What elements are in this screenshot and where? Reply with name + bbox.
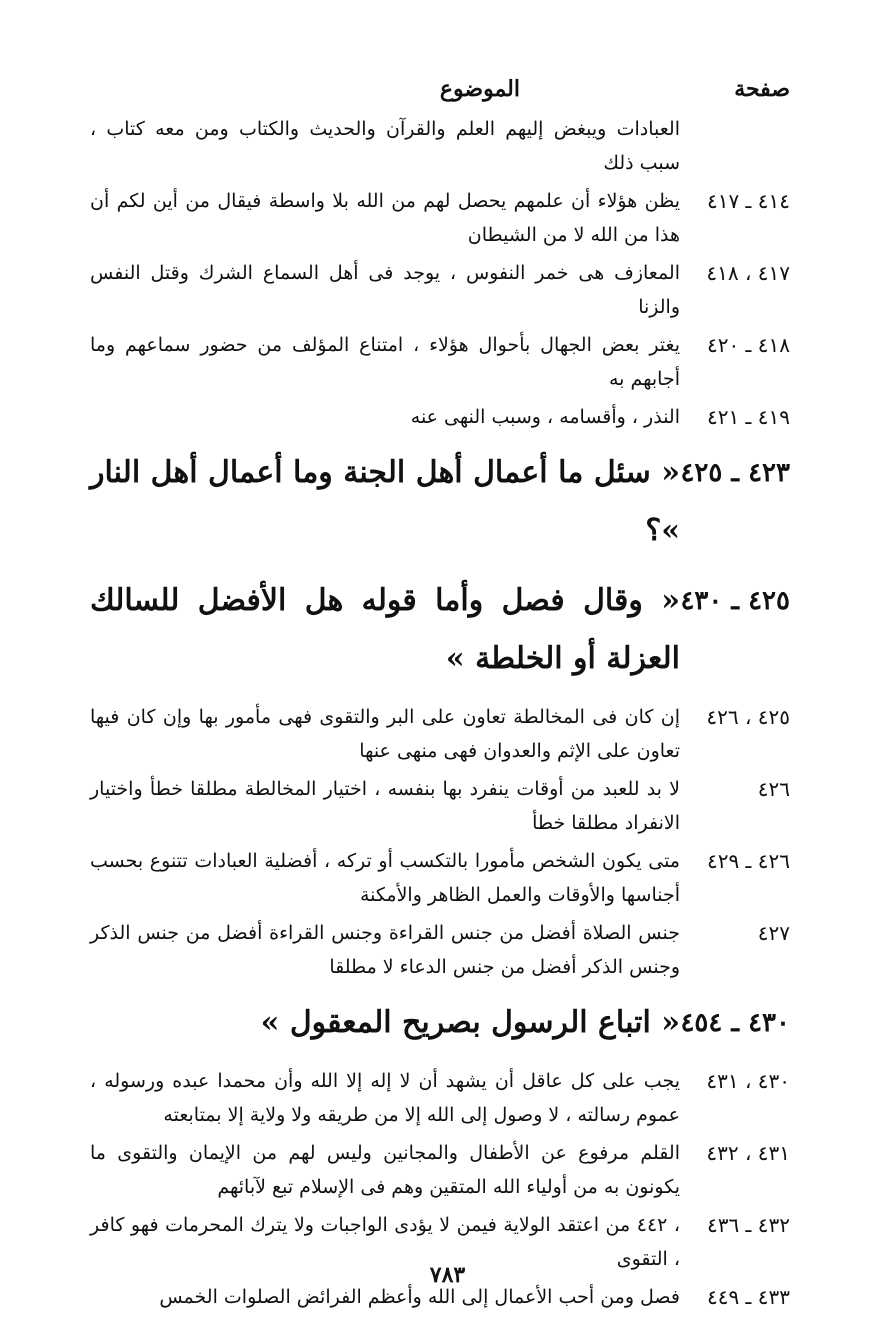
entry-text: العبادات ويبغض إليهم العلم والقرآن والحديث والكتاب ومن معه كتاب ، سبب ذلك — [90, 118, 680, 174]
entry-text: « سئل ما أعمال أهل الجنة وما أعمال أهل النار »؟ — [90, 455, 680, 548]
index-entry — [90, 700, 790, 768]
entry-page-ref: ٤١٨ ـ ٤٢٠ — [706, 333, 790, 357]
entry-text: إن كان فى المخالطة تعاون على البر والتقوى فهى مأمور بها وإن كان فيها تعاون على الإثم والعدوان فهى منهى عنها — [90, 706, 680, 762]
index-page — [90, 72, 790, 1318]
index-entry — [90, 1064, 790, 1132]
entry-text: متى يكون الشخص مأمورا بالتكسب أو تركه ، أفضلية العبادات تتنوع بحسب أجناسها والأوقات والعمل الظاهر والأمكنة — [90, 850, 680, 906]
entry-text: القلم مرفوع عن الأطفال والمجانين وليس لهم من الإيمان والتقوى ما يكونون به من أولياء الله المتقين وهم فى الإسلام تبع لآبائهم — [90, 1142, 680, 1198]
entry-text: فصل ومن أحب الأعمال إلى الله وأعظم الفرائض الصلوات الخمس — [159, 1286, 680, 1308]
entry-text: النذر ، وأقسامه ، وسبب النهى عنه — [410, 406, 680, 428]
entry-text: « اتباع الرسول بصريح المعقول » — [260, 1005, 680, 1040]
index-entry — [90, 916, 790, 984]
page-column-heading: صفحة — [734, 76, 790, 102]
entry-page-ref: ٤٣٣ ـ ٤٤٩ — [706, 1285, 790, 1309]
entry-text: ، ٤٤٢ من اعتقد الولاية فيمن لا يؤدى الواجبات ولا يترك المحرمات فهو كافر ، التقوى — [90, 1214, 681, 1270]
entry-page-ref: ٤٢٦ ـ ٤٢٩ — [706, 849, 790, 873]
entry-page-ref: ٤٣٠ ـ ٤٥٤ — [680, 1008, 790, 1038]
entry-text: يظن هؤلاء أن علمهم يحصل لهم من الله بلا واسطة فيقال من أين لكم أن هذا من الله لا من الشيطان — [90, 190, 680, 246]
section-heading-entry — [90, 572, 790, 688]
entry-page-ref: ٤٢٧ — [757, 921, 790, 945]
entry-page-ref: ٤٣٢ ـ ٤٣٦ — [706, 1213, 790, 1237]
entry-text: جنس الصلاة أفضل من جنس القراءة وجنس القراءة أفضل من جنس الذكر وجنس الذكر أفضل من جنس الدعاء لا مطلقا — [90, 922, 680, 978]
table-header — [90, 72, 790, 112]
index-entry — [90, 328, 790, 396]
entry-text: لا بد للعبد من أوقات ينفرد بها بنفسه ، اختيار المخالطة مطلقا خطأ واختيار الانفراد مطلقا خطأ — [90, 778, 680, 834]
index-entry — [90, 844, 790, 912]
index-entry — [90, 1136, 790, 1204]
index-entry — [90, 184, 790, 252]
page-number: ٧٨٣ — [429, 1262, 466, 1288]
index-entries — [90, 112, 790, 1314]
section-heading-entry — [90, 444, 790, 560]
section-heading-entry — [90, 994, 790, 1052]
entry-page-ref: ٤١٩ ـ ٤٢١ — [706, 405, 790, 429]
entry-page-ref: ٤١٤ ـ ٤١٧ — [706, 189, 790, 213]
entry-page-ref: ٤٢٥ ، ٤٢٦ — [706, 705, 790, 729]
index-entry — [90, 112, 790, 180]
entry-text: يجب على كل عاقل أن يشهد أن لا إله إلا الله وأن محمدا عبده ورسوله ، عموم رسالته ، لا وصول إلى الله إلا من طريقه ولا ولاية إلا بمتابعته — [90, 1070, 680, 1126]
topic-column-heading: الموضوع — [439, 76, 520, 102]
index-entry — [90, 256, 790, 324]
entry-page-ref: ٤٢٣ ـ ٤٢٥ — [680, 458, 790, 488]
entry-text: « وقال فصل وأما قوله هل الأفضل للسالك العزلة أو الخلطة » — [90, 583, 680, 676]
entry-text: المعازف هى خمر النفوس ، يوجد فى أهل السماع الشرك وقتل النفس والزنا — [90, 262, 680, 318]
entry-page-ref: ٤٣٠ ، ٤٣١ — [706, 1069, 790, 1093]
index-entry — [90, 772, 790, 840]
index-entry — [90, 400, 790, 434]
entry-text: يغتر بعض الجهال بأحوال هؤلاء ، امتناع المؤلف من حضور سماعهم وما أجابهم به — [90, 334, 680, 390]
entry-page-ref: ٤٢٥ ـ ٤٣٠ — [680, 586, 790, 616]
entry-page-ref: ٤٢٦ — [757, 777, 790, 801]
entry-page-ref: ٤٣١ ، ٤٣٢ — [706, 1141, 790, 1165]
entry-page-ref: ٤١٧ ، ٤١٨ — [706, 261, 790, 285]
